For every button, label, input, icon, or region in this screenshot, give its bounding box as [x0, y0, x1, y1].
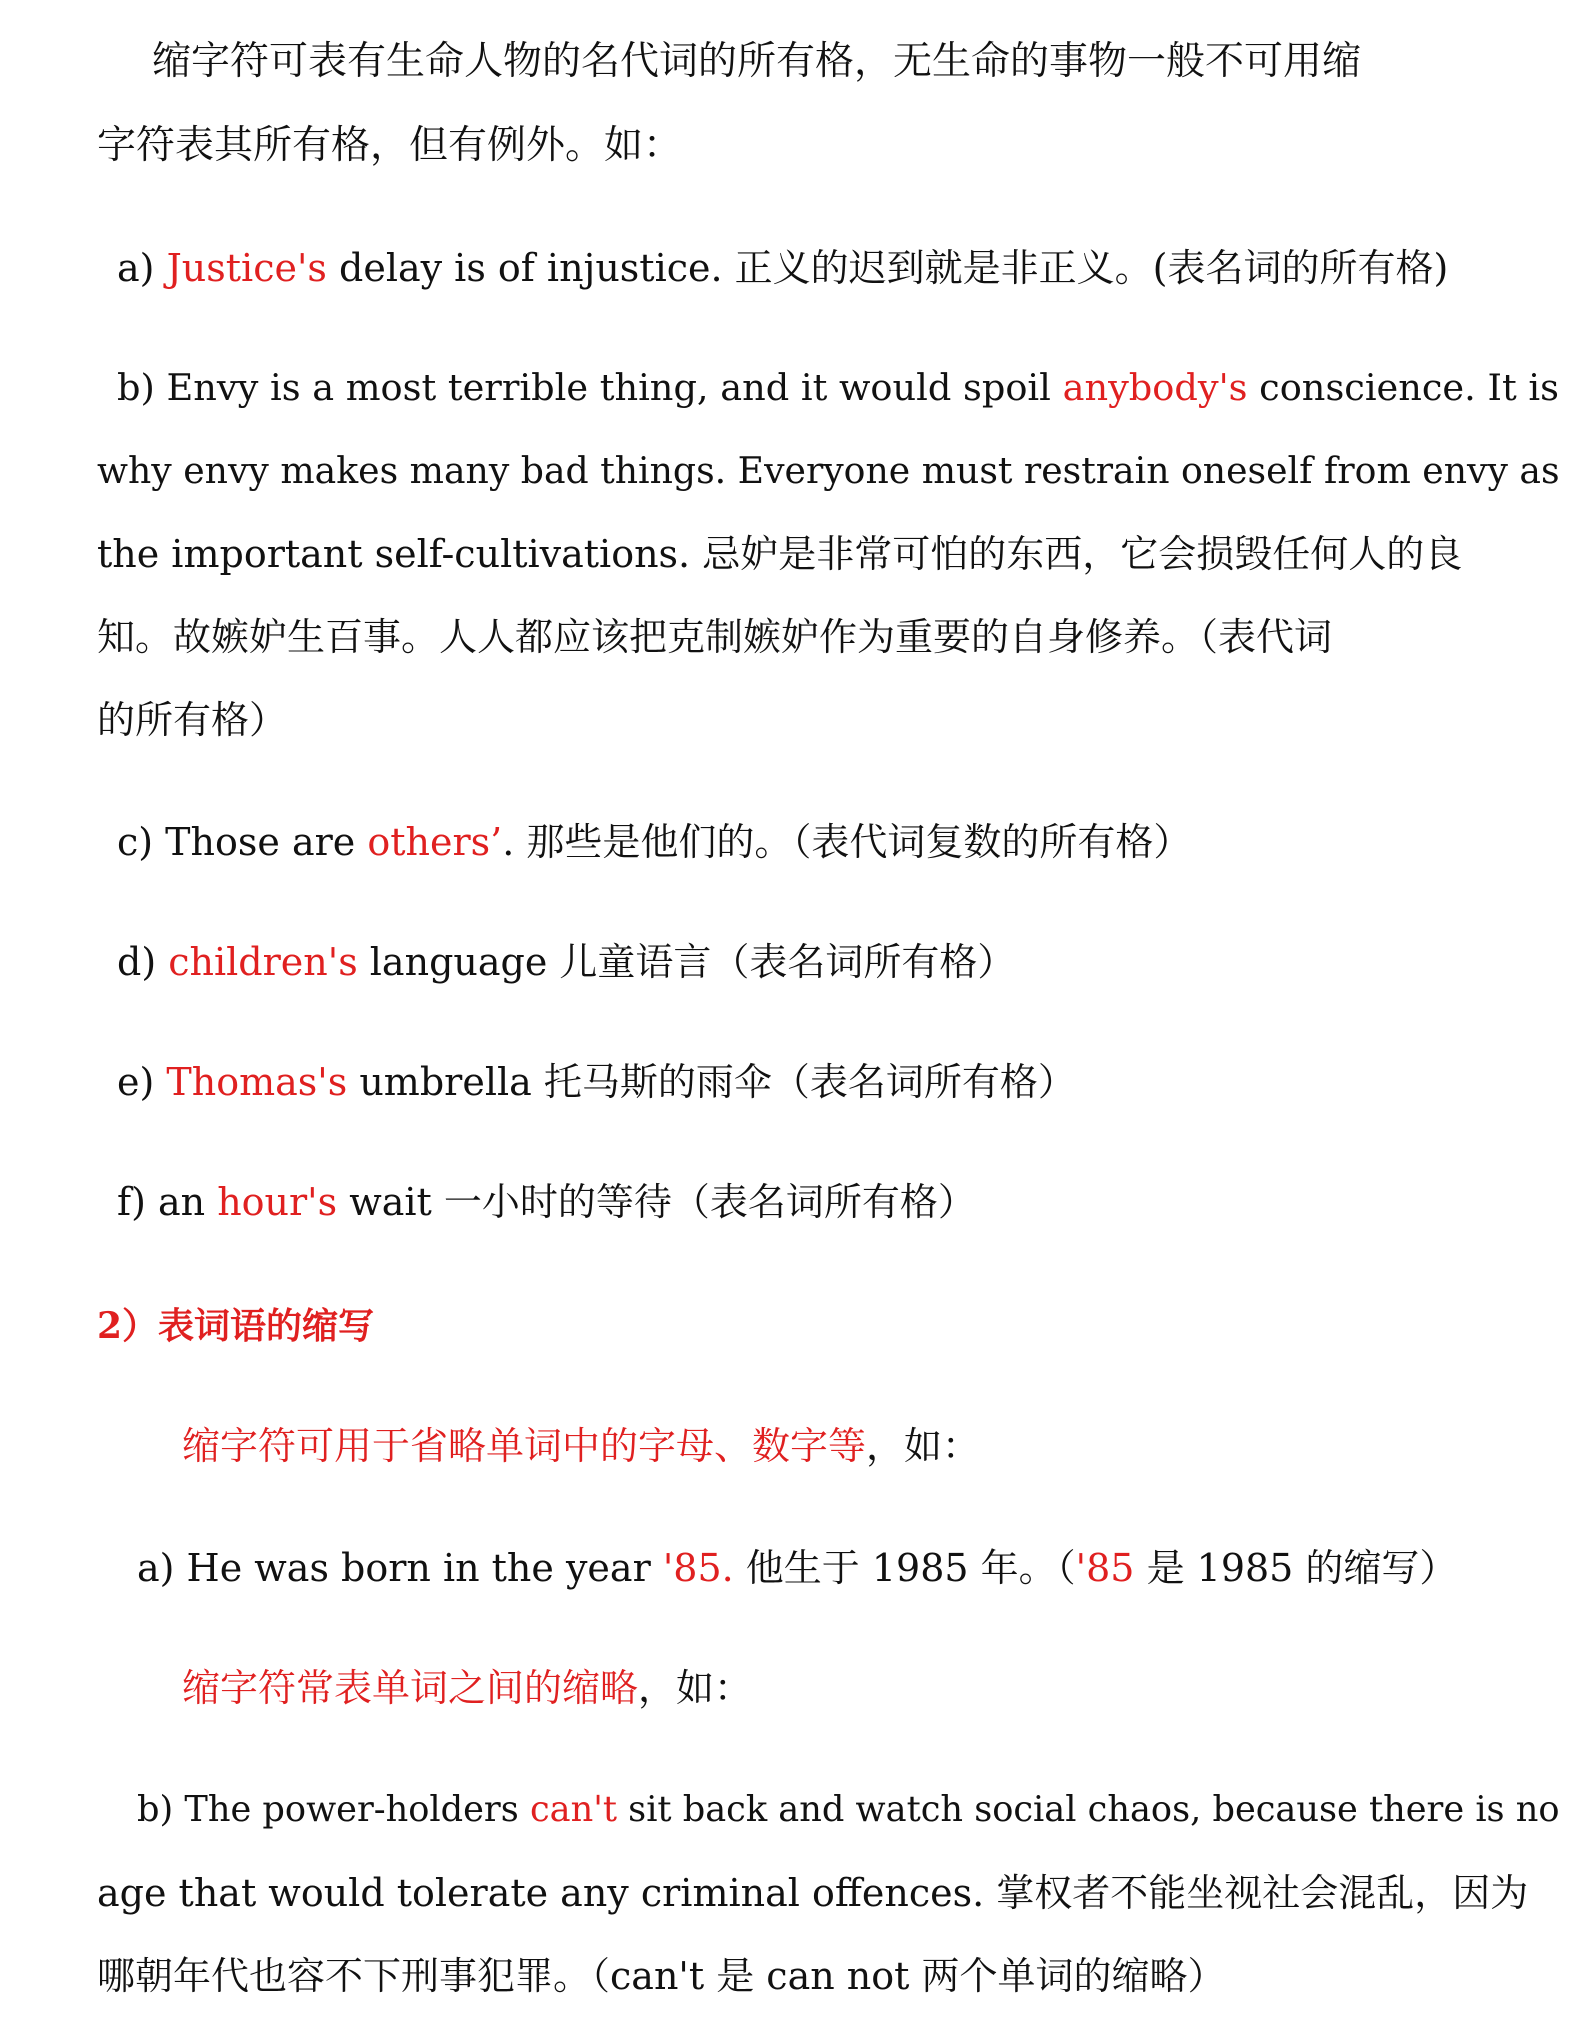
- text: b) The power-holders: [137, 1789, 530, 1830]
- text: why envy makes many bad things. Everyone must restrain oneself from envy as: [97, 449, 1560, 492]
- example-b-line-1: [117, 362, 1559, 414]
- example-2a: [137, 1542, 1457, 1594]
- text: d): [117, 940, 169, 984]
- example-f: [117, 1176, 976, 1228]
- highlight: Justice's: [166, 246, 327, 290]
- text: a) He was born in the year: [137, 1546, 663, 1590]
- text: f) an: [117, 1180, 218, 1224]
- example-2b-line-2: [97, 1867, 1528, 1919]
- highlight: hour's: [217, 1180, 338, 1224]
- highlight: anybody's: [1062, 366, 1248, 409]
- text: a): [117, 246, 167, 290]
- example-a: [117, 242, 1448, 294]
- paragraph-abbrev-intro: [182, 1420, 980, 1472]
- highlight: '85.: [662, 1546, 734, 1590]
- example-b-line-5: [97, 694, 287, 746]
- text: c) Those are: [117, 820, 368, 864]
- example-b-line-2: [97, 445, 1560, 497]
- text: 的所有格）: [97, 698, 288, 742]
- text: ，如：: [638, 1666, 753, 1710]
- text: . 那些是他们的。（表代词复数的所有格）: [502, 820, 1192, 864]
- example-d: [117, 936, 1015, 988]
- text: age that would tolerate any criminal offences. 掌权者不能坐视社会混乱，因为: [97, 1871, 1529, 1915]
- highlight: can't: [529, 1789, 617, 1830]
- text: umbrella 托马斯的雨伞（表名词所有格）: [347, 1060, 1076, 1104]
- text: conscience. It is: [1247, 366, 1559, 409]
- example-e: [117, 1056, 1076, 1108]
- text: the important self-cultivations. 忌妒是非常可怕的东西，它会损毁任何人的良: [97, 532, 1463, 576]
- highlight: '85: [1075, 1546, 1135, 1590]
- example-2b-line-1: [137, 1784, 1560, 1836]
- text: sit back and watch social chaos, because there is no: [616, 1789, 1560, 1830]
- highlight: 缩字符常表单词之间的缩略: [182, 1666, 639, 1710]
- text: 字符表其所有格，但有例外。如：: [97, 123, 683, 168]
- example-b-line-3: [97, 528, 1462, 580]
- text: ，如：: [866, 1424, 981, 1468]
- text: wait 一小时的等待（表名词所有格）: [337, 1180, 976, 1224]
- text: 缩字符可表有生命人物的名代词的所有格，无生命的事物一般不可用缩: [152, 39, 1362, 84]
- highlight: 缩字符可用于省略单词中的字母、数字等: [182, 1424, 867, 1468]
- text: 哪朝年代也容不下刑事犯罪。（can't 是 can not 两个单词的缩略）: [97, 1954, 1226, 1998]
- paragraph-intro-line-1: [152, 36, 1361, 88]
- paragraph-contraction-intro: [182, 1662, 752, 1714]
- text: 知。故嫉妒生百事。人人都应该把克制嫉妒作为重要的自身修养。（表代词: [97, 615, 1333, 659]
- section-heading: [97, 1300, 374, 1352]
- example-2b-line-3: [97, 1950, 1225, 2002]
- text: e): [117, 1060, 167, 1104]
- highlight: Thomas's: [166, 1060, 348, 1104]
- highlight: others’: [367, 820, 503, 864]
- paragraph-intro-line-2: [97, 120, 682, 172]
- text: delay is of injustice. 正义的迟到就是非正义。(表名词的所有格): [326, 246, 1449, 290]
- text: 是 1985 的缩写）: [1134, 1546, 1458, 1590]
- text: language 儿童语言（表名词所有格）: [357, 940, 1016, 984]
- highlight: children's: [168, 940, 358, 984]
- text: b) Envy is a most terrible thing, and it would spoil: [117, 366, 1063, 409]
- heading-text: 2）表词语的缩写: [97, 1305, 375, 1347]
- example-b-line-4: [97, 611, 1332, 663]
- example-c: [117, 816, 1191, 868]
- text: 他生于 1985 年。（: [733, 1546, 1076, 1590]
